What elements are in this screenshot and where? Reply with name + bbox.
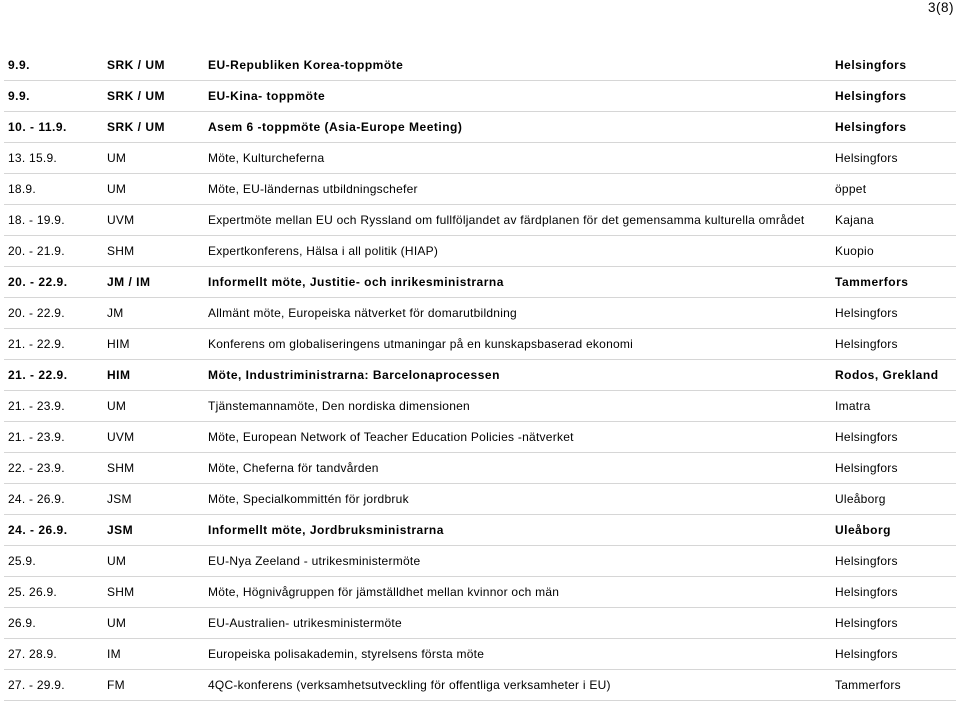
- meeting-title: Möte, Specialkommittén för jordbruk: [208, 492, 409, 506]
- table-row: [0, 360, 960, 391]
- meeting-location: Helsingfors: [835, 647, 898, 661]
- organizer: UVM: [107, 213, 135, 227]
- meeting-location: Kajana: [835, 213, 874, 227]
- table-row: [0, 329, 960, 360]
- organizer: JSM: [107, 492, 132, 506]
- meeting-location: Kuopio: [835, 244, 874, 258]
- meeting-date: 21. - 22.9.: [8, 337, 65, 351]
- meeting-title: EU-Australien- utrikesministermöte: [208, 616, 402, 630]
- table-row: [0, 174, 960, 205]
- table-row: [0, 81, 960, 112]
- meeting-location: Helsingfors: [835, 306, 898, 320]
- meeting-title: Informellt möte, Jordbruksministrarna: [208, 523, 444, 537]
- organizer: UM: [107, 182, 127, 196]
- meeting-title: Asem 6 -toppmöte (Asia-Europe Meeting): [208, 120, 463, 134]
- table-row: [0, 577, 960, 608]
- table-row: [0, 453, 960, 484]
- meeting-date: 9.9.: [8, 58, 31, 72]
- organizer: SHM: [107, 461, 135, 475]
- table-row: [0, 298, 960, 329]
- organizer: IM: [107, 647, 121, 661]
- meeting-location: Helsingfors: [835, 461, 898, 475]
- meeting-title: Möte, Industriministrarna: Barcelonaprocessen: [208, 368, 500, 382]
- organizer: JM: [107, 306, 124, 320]
- meeting-title: EU-Nya Zeeland - utrikesministermöte: [208, 554, 421, 568]
- meeting-title: Möte, European Network of Teacher Education Policies -nätverket: [208, 430, 574, 444]
- meeting-date: 9.9.: [8, 89, 31, 103]
- meeting-date: 21. - 22.9.: [8, 368, 68, 382]
- organizer: SRK / UM: [107, 89, 165, 103]
- table-row: [0, 608, 960, 639]
- meeting-date: 25.9.: [8, 554, 36, 568]
- meeting-location: Helsingfors: [835, 554, 898, 568]
- organizer: HIM: [107, 337, 130, 351]
- meeting-location: Helsingfors: [835, 120, 907, 134]
- table-row: [0, 267, 960, 298]
- meeting-location: Helsingfors: [835, 585, 898, 599]
- table-row: [0, 391, 960, 422]
- meeting-date: 24. - 26.9.: [8, 523, 68, 537]
- meeting-location: Helsingfors: [835, 58, 907, 72]
- meeting-date: 13. 15.9.: [8, 151, 57, 165]
- page-number: 3(8): [927, 0, 954, 15]
- table-row: [0, 422, 960, 453]
- meeting-date: 27. 28.9.: [8, 647, 57, 661]
- meeting-date: 10. - 11.9.: [8, 120, 67, 134]
- table-row: [0, 236, 960, 267]
- organizer: SRK / UM: [107, 120, 165, 134]
- meeting-date: 24. - 26.9.: [8, 492, 65, 506]
- meeting-title: Expertkonferens, Hälsa i all politik (HIAP): [208, 244, 439, 258]
- table-row: [0, 112, 960, 143]
- meeting-location: Rodos, Grekland: [835, 368, 939, 382]
- meeting-title: Möte, Kulturcheferna: [208, 151, 325, 165]
- meeting-location: öppet: [835, 182, 867, 196]
- organizer: UM: [107, 616, 127, 630]
- meeting-title: Möte, Högnivågruppen för jämställdhet mellan kvinnor och män: [208, 585, 560, 599]
- meeting-title: Möte, Cheferna för tandvården: [208, 461, 379, 475]
- meeting-title: Europeiska polisakademin, styrelsens första möte: [208, 647, 485, 661]
- table-row: [0, 515, 960, 546]
- table-row: [0, 639, 960, 670]
- organizer: SHM: [107, 585, 135, 599]
- meeting-location: Helsingfors: [835, 616, 898, 630]
- meeting-location: Tammerfors: [835, 275, 909, 289]
- organizer: UVM: [107, 430, 135, 444]
- table-row: [0, 484, 960, 515]
- organizer: JM / IM: [107, 275, 151, 289]
- organizer: UM: [107, 554, 127, 568]
- meeting-title: Expertmöte mellan EU och Ryssland om fullföljandet av färdplanen för det gemensamma kulturella området: [208, 213, 805, 227]
- organizer: FM: [107, 678, 125, 692]
- meeting-date: 21. - 23.9.: [8, 399, 65, 413]
- meeting-date: 18.9.: [8, 182, 36, 196]
- meeting-date: 20. - 21.9.: [8, 244, 65, 258]
- meeting-location: Uleåborg: [835, 492, 886, 506]
- meeting-title: Möte, EU-ländernas utbildningschefer: [208, 182, 418, 196]
- meeting-title: Tjänstemannamöte, Den nordiska dimensionen: [208, 399, 470, 413]
- table-row: [0, 205, 960, 236]
- meeting-location: Helsingfors: [835, 89, 907, 103]
- meeting-date: 18. - 19.9.: [8, 213, 65, 227]
- meeting-title: Allmänt möte, Europeiska nätverket för domarutbildning: [208, 306, 517, 320]
- organizer: SHM: [107, 244, 135, 258]
- meeting-date: 27. - 29.9.: [8, 678, 65, 692]
- meeting-date: 20. - 22.9.: [8, 306, 65, 320]
- table-row: [0, 670, 960, 701]
- meeting-title: EU-Republiken Korea-toppmöte: [208, 58, 404, 72]
- meeting-location: Helsingfors: [835, 151, 898, 165]
- organizer: UM: [107, 151, 127, 165]
- meeting-date: 25. 26.9.: [8, 585, 57, 599]
- meeting-title: Informellt möte, Justitie- och inrikesministrarna: [208, 275, 504, 289]
- meeting-date: 20. - 22.9.: [8, 275, 68, 289]
- meeting-date: 21. - 23.9.: [8, 430, 65, 444]
- table-row: [0, 143, 960, 174]
- meeting-location: Helsingfors: [835, 337, 898, 351]
- meeting-title: 4QC-konferens (verksamhetsutveckling för offentliga verksamheter i EU): [208, 678, 611, 692]
- organizer: SRK / UM: [107, 58, 165, 72]
- meeting-location: Imatra: [835, 399, 871, 413]
- meeting-location: Uleåborg: [835, 523, 892, 537]
- meeting-location: Tammerfors: [835, 678, 901, 692]
- meeting-date: 26.9.: [8, 616, 36, 630]
- meeting-location: Helsingfors: [835, 430, 898, 444]
- organizer: HIM: [107, 368, 131, 382]
- meeting-title: EU-Kina- toppmöte: [208, 89, 326, 103]
- table-row: [0, 546, 960, 577]
- meeting-title: Konferens om globaliseringens utmaningar på en kunskapsbaserad ekonomi: [208, 337, 634, 351]
- meeting-date: 22. - 23.9.: [8, 461, 65, 475]
- table-row: [0, 50, 960, 81]
- organizer: UM: [107, 399, 127, 413]
- organizer: JSM: [107, 523, 134, 537]
